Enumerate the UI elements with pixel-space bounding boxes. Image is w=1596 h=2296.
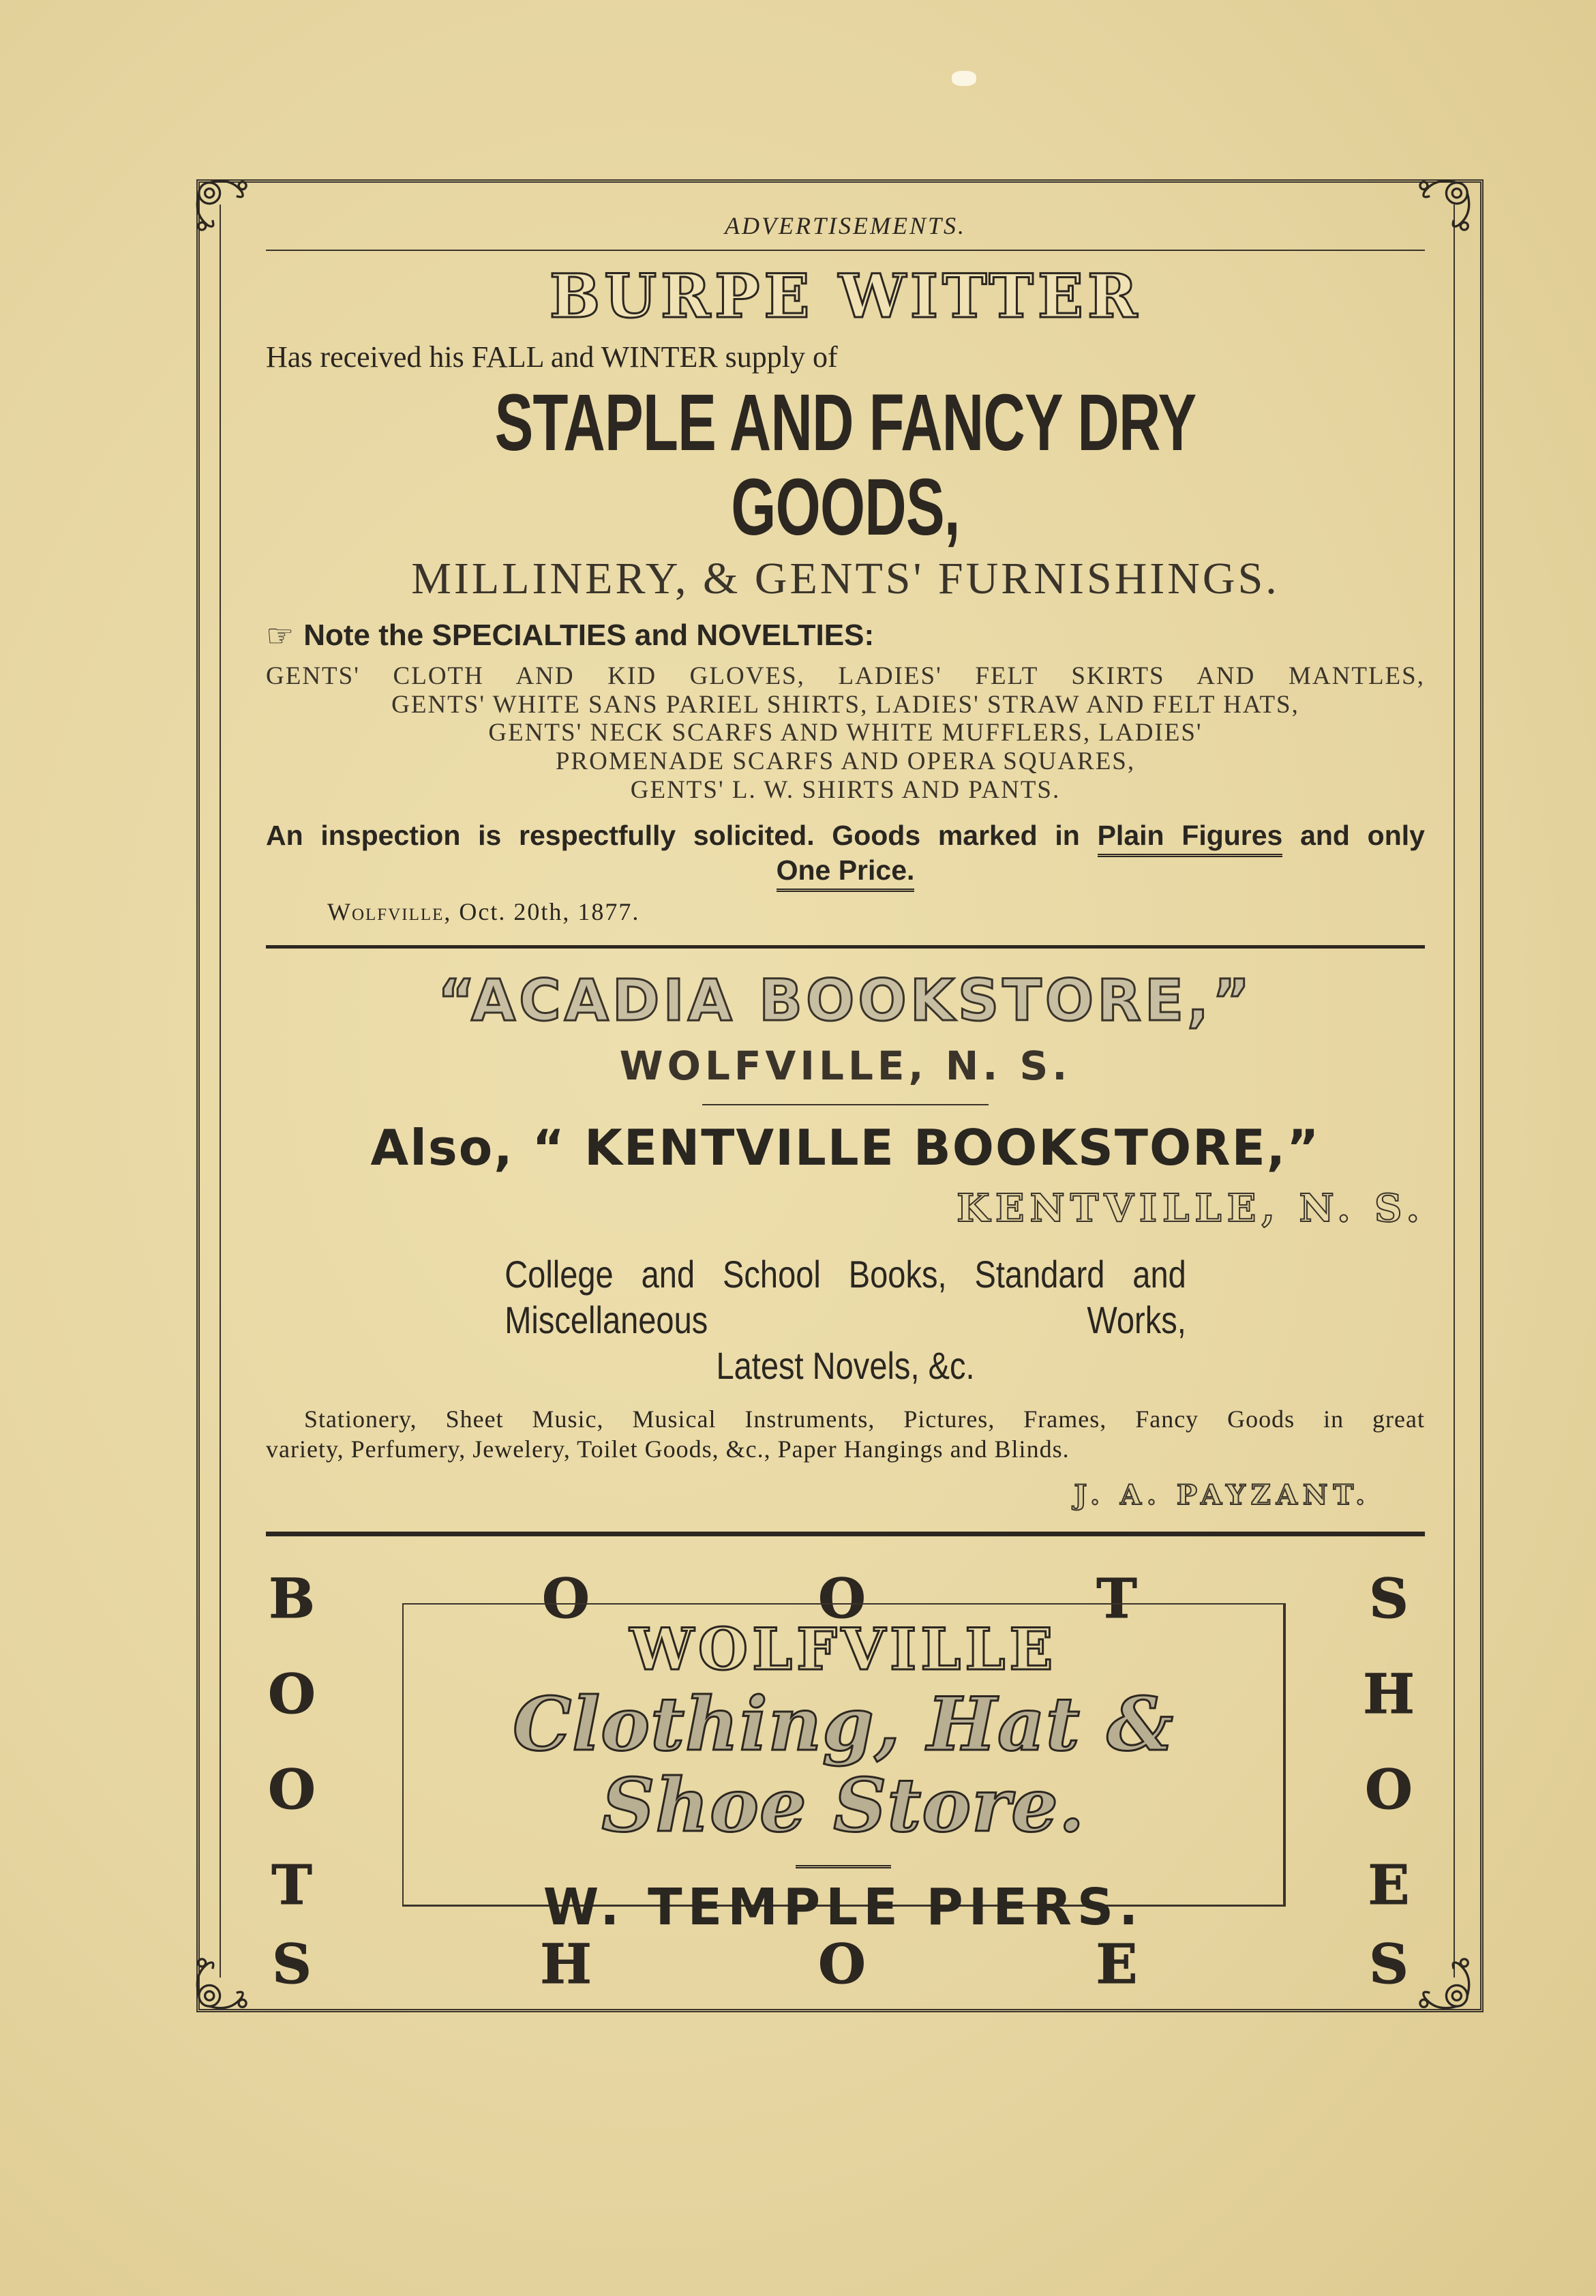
note-text: Note the SPECIALTIES and NOVELTIES: bbox=[303, 618, 875, 652]
books-description bbox=[359, 1251, 1332, 1389]
bookstore-title: “ACADIA BOOKSTORE,” bbox=[437, 966, 1254, 1034]
border-letter: T bbox=[1096, 1566, 1137, 1630]
border-letter: O bbox=[268, 1661, 316, 1726]
pointing-hand-icon: ☞ bbox=[266, 617, 295, 653]
advertiser-name: BURPE WITTER bbox=[549, 260, 1142, 331]
page-content bbox=[266, 205, 1425, 2014]
border-letter: S bbox=[1369, 1566, 1409, 1630]
border-letter: E bbox=[1096, 1931, 1138, 1996]
section-divider bbox=[266, 1532, 1425, 1536]
specialties-list bbox=[266, 662, 1425, 805]
proprietor-name: J. A. PAYZANT. bbox=[1074, 1478, 1370, 1511]
books-line-2: Latest Novels, &c. bbox=[716, 1344, 975, 1388]
shoe-store-bottom-letters bbox=[266, 1932, 1425, 2014]
burpee-witter-ad bbox=[266, 260, 1425, 926]
dateline-date: Oct. 20th, 1877. bbox=[459, 897, 640, 925]
border-letter: B bbox=[269, 1566, 315, 1630]
border-letter: S bbox=[272, 1931, 312, 1996]
border-letter: O bbox=[1365, 1757, 1413, 1821]
bookstore-location: WOLFVILLE, N. S. bbox=[619, 1042, 1072, 1089]
short-rule bbox=[702, 1104, 989, 1105]
inspection-text: An inspection is respectfully solicited. Goods marked in bbox=[266, 819, 1080, 851]
store-name: Clothing, Hat & Shoe Store. bbox=[513, 1681, 1174, 1849]
border-letter: E bbox=[1368, 1852, 1410, 1917]
border-letter: O bbox=[818, 1566, 866, 1630]
border-letter: O bbox=[268, 1757, 316, 1821]
section-divider bbox=[266, 945, 1425, 949]
dry-goods-headline: STAPLE AND FANCY DRY GOODS, bbox=[494, 378, 1196, 552]
one-price-line bbox=[266, 854, 1425, 886]
inspection-text-end: and only bbox=[1300, 819, 1425, 851]
paper-blemish bbox=[952, 71, 976, 86]
millinery-subheadline: MILLINERY, & GENTS' FURNISHINGS. bbox=[411, 553, 1280, 603]
border-letter: H bbox=[1363, 1661, 1415, 1726]
store-town: WOLFVILLE bbox=[629, 1615, 1057, 1683]
short-rule bbox=[796, 1865, 891, 1868]
inspection-line bbox=[266, 820, 1425, 852]
ornament-icon bbox=[185, 1945, 260, 2020]
plain-figures-text: Plain Figures bbox=[1098, 820, 1283, 857]
kentville-bookstore-title: Also, “ KENTVILLE BOOKSTORE,” bbox=[370, 1118, 1321, 1176]
dateline-place: Wolfville, bbox=[327, 897, 452, 925]
ad-dateline bbox=[327, 897, 1425, 926]
store-name-box bbox=[402, 1603, 1286, 1937]
stationery-line-2: variety, Perfumery, Jewelery, Toilet Goods, &c., Paper Hangings and Blinds. bbox=[266, 1435, 1070, 1463]
list-item: PROMENADE SCARFS AND OPERA SQUARES, bbox=[555, 747, 1136, 776]
border-letter: H bbox=[540, 1931, 592, 1996]
stationery-line-1: Stationery, Sheet Music, Musical Instruments, Pictures, Frames, Fancy Goods in great bbox=[304, 1405, 1425, 1433]
border-letter: O bbox=[542, 1566, 590, 1630]
border-letter: O bbox=[818, 1931, 866, 1996]
books-line-1: College and School Books, Standard and Miscellaneous Works, bbox=[505, 1252, 1186, 1341]
store-owner: W. TEMPLE PIERS. bbox=[543, 1878, 1144, 1937]
received-line: Has received his FALL and WINTER supply of bbox=[266, 340, 838, 374]
border-letter: S bbox=[1369, 1931, 1409, 1996]
shoe-store-ad bbox=[266, 1550, 1425, 1937]
list-item: GENTS' CLOTH AND KID GLOVES, LADIES' FELT SKIRTS AND MANTLES, bbox=[266, 661, 1425, 690]
list-item: GENTS' WHITE SANS PARIEL SHIRTS, LADIES' STRAW AND FELT HATS, bbox=[391, 690, 1299, 719]
ornament-icon bbox=[185, 169, 260, 244]
one-price-text: One Price. bbox=[777, 854, 915, 892]
acadia-bookstore-ad bbox=[266, 966, 1425, 1511]
list-item: GENTS' NECK SCARFS AND WHITE MUFFLERS, LADIES' bbox=[488, 719, 1203, 747]
specialties-note bbox=[266, 617, 1425, 654]
page-header: ADVERTISEMENTS. bbox=[266, 211, 1425, 251]
list-item: GENTS' L. W. SHIRTS AND PANTS. bbox=[630, 775, 1061, 804]
kentville-location: KENTVILLE, N. S. bbox=[957, 1185, 1425, 1231]
border-letter: T bbox=[271, 1852, 312, 1917]
